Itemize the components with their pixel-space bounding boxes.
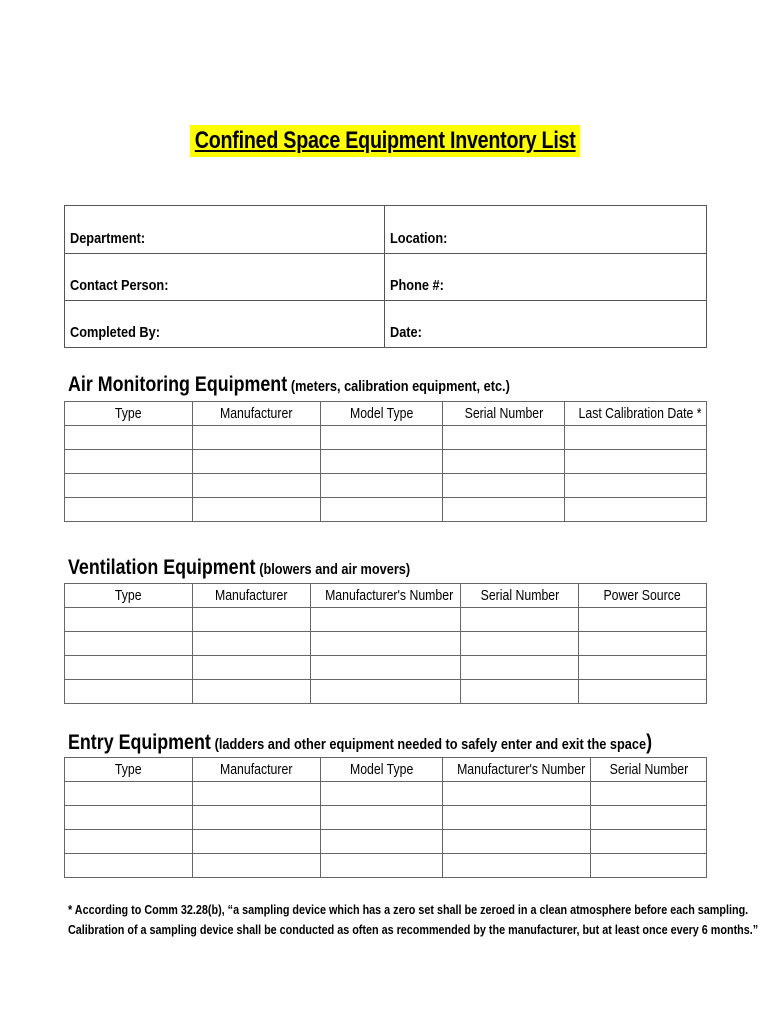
air-col-manufacturer: Manufacturer	[193, 402, 321, 426]
ventilation-subheading-text: (blowers and air movers)	[259, 561, 411, 578]
table-cell[interactable]	[193, 450, 321, 474]
table-cell[interactable]	[65, 632, 193, 656]
entry-heading	[68, 731, 652, 755]
table-cell[interactable]	[321, 854, 443, 878]
table-cell[interactable]	[591, 782, 707, 806]
table-cell[interactable]	[65, 830, 193, 854]
air-subheading-text: (meters, calibration equipment, etc.)	[290, 378, 510, 395]
table-cell[interactable]	[443, 498, 565, 522]
phone-label: Phone #:	[390, 277, 444, 294]
table-cell[interactable]	[65, 782, 193, 806]
vent-col-manufacturers-number: Manufacturer's Number	[311, 584, 461, 608]
entry-subheading-close: )	[646, 731, 653, 754]
air-col-last-calibration-date: Last Calibration Date *	[565, 402, 707, 426]
entry-col-manufacturers-number: Manufacturer's Number	[443, 758, 591, 782]
table-cell[interactable]	[579, 608, 707, 632]
ventilation-table	[64, 583, 707, 704]
title-wrap	[0, 125, 770, 157]
table-cell[interactable]	[311, 656, 461, 680]
table-cell[interactable]	[65, 498, 193, 522]
vent-col-type: Type	[65, 584, 193, 608]
table-cell[interactable]	[321, 426, 443, 450]
table-row	[65, 782, 707, 806]
entry-heading-text: Entry Equipment	[68, 731, 211, 754]
table-cell[interactable]	[193, 608, 311, 632]
table-cell[interactable]	[565, 426, 707, 450]
info-table	[64, 205, 707, 348]
entry-table	[64, 757, 707, 878]
vent-col-manufacturer: Manufacturer	[193, 584, 311, 608]
table-row	[65, 806, 707, 830]
table-cell[interactable]	[579, 656, 707, 680]
entry-col-serial-number: Serial Number	[591, 758, 707, 782]
table-cell[interactable]	[461, 608, 579, 632]
table-row	[65, 608, 707, 632]
table-row	[65, 426, 707, 450]
air-monitoring-table	[64, 401, 707, 522]
date-field[interactable]	[385, 301, 707, 348]
location-label: Location:	[390, 230, 448, 247]
table-cell[interactable]	[193, 782, 321, 806]
table-cell[interactable]	[321, 498, 443, 522]
table-cell[interactable]	[579, 632, 707, 656]
table-cell[interactable]	[461, 632, 579, 656]
footnote-line-1: * According to Comm 32.28(b), “a sampling device which has a zero set shall be zeroed in a clean atmosphere before each sampling.	[68, 902, 749, 917]
entry-header-row	[65, 758, 707, 782]
table-cell[interactable]	[193, 854, 321, 878]
table-cell[interactable]	[565, 450, 707, 474]
table-cell[interactable]	[321, 830, 443, 854]
table-cell[interactable]	[321, 474, 443, 498]
air-header-row	[65, 402, 707, 426]
table-cell[interactable]	[591, 854, 707, 878]
table-cell[interactable]	[311, 680, 461, 704]
table-cell[interactable]	[321, 782, 443, 806]
completed-by-label: Completed By:	[70, 324, 160, 341]
table-cell[interactable]	[443, 782, 591, 806]
table-row	[65, 632, 707, 656]
table-cell[interactable]	[65, 656, 193, 680]
table-cell[interactable]	[65, 450, 193, 474]
table-cell[interactable]	[193, 830, 321, 854]
table-row	[65, 656, 707, 680]
table-row	[65, 498, 707, 522]
table-cell[interactable]	[193, 632, 311, 656]
table-cell[interactable]	[65, 608, 193, 632]
page-title: Confined Space Equipment Inventory List	[190, 125, 581, 157]
table-cell[interactable]	[311, 632, 461, 656]
footnote	[68, 900, 759, 940]
ventilation-header-row	[65, 584, 707, 608]
table-cell[interactable]	[193, 680, 311, 704]
department-label: Department:	[70, 230, 146, 247]
table-cell[interactable]	[65, 474, 193, 498]
air-col-type: Type	[65, 402, 193, 426]
table-row	[65, 830, 707, 854]
table-cell[interactable]	[65, 806, 193, 830]
table-cell[interactable]	[65, 854, 193, 878]
ventilation-heading	[68, 556, 410, 580]
table-cell[interactable]	[443, 830, 591, 854]
entry-subheading-text: (ladders and other equipment needed to safely enter and exit the space	[214, 736, 647, 753]
table-cell[interactable]	[193, 474, 321, 498]
table-cell[interactable]	[443, 450, 565, 474]
completed-by-field[interactable]	[65, 301, 385, 348]
ventilation-heading-text: Ventilation Equipment	[68, 556, 256, 579]
date-label: Date:	[390, 324, 422, 341]
table-cell[interactable]	[461, 680, 579, 704]
table-cell[interactable]	[443, 854, 591, 878]
table-cell[interactable]	[443, 806, 591, 830]
table-cell[interactable]	[321, 450, 443, 474]
footnote-line-2: Calibration of a sampling device shall be conducted as often as recommended by the manufacturer, but at least once every 6 months.”	[68, 922, 759, 937]
table-row	[65, 680, 707, 704]
air-heading-text: Air Monitoring Equipment	[68, 373, 288, 396]
air-monitoring-heading	[68, 373, 510, 397]
air-col-model-type: Model Type	[321, 402, 443, 426]
contact-person-field[interactable]	[65, 254, 385, 301]
table-cell[interactable]	[311, 608, 461, 632]
table-row	[65, 450, 707, 474]
table-cell[interactable]	[65, 680, 193, 704]
department-field[interactable]	[65, 206, 385, 254]
table-cell[interactable]	[461, 656, 579, 680]
vent-col-serial-number: Serial Number	[461, 584, 579, 608]
table-row	[65, 474, 707, 498]
table-cell[interactable]	[591, 830, 707, 854]
table-cell[interactable]	[193, 498, 321, 522]
table-cell[interactable]	[65, 426, 193, 450]
table-cell[interactable]	[193, 426, 321, 450]
entry-col-type: Type	[65, 758, 193, 782]
vent-col-power-source: Power Source	[579, 584, 707, 608]
table-row	[65, 854, 707, 878]
air-col-serial-number: Serial Number	[443, 402, 565, 426]
location-field[interactable]	[385, 206, 707, 254]
table-cell[interactable]	[321, 806, 443, 830]
table-cell[interactable]	[443, 426, 565, 450]
table-cell[interactable]	[193, 806, 321, 830]
table-cell[interactable]	[565, 498, 707, 522]
phone-field[interactable]	[385, 254, 707, 301]
table-cell[interactable]	[579, 680, 707, 704]
contact-person-label: Contact Person:	[70, 277, 169, 294]
table-cell[interactable]	[565, 474, 707, 498]
table-cell[interactable]	[443, 474, 565, 498]
entry-col-manufacturer: Manufacturer	[193, 758, 321, 782]
table-cell[interactable]	[193, 656, 311, 680]
entry-col-model-type: Model Type	[321, 758, 443, 782]
table-cell[interactable]	[591, 806, 707, 830]
